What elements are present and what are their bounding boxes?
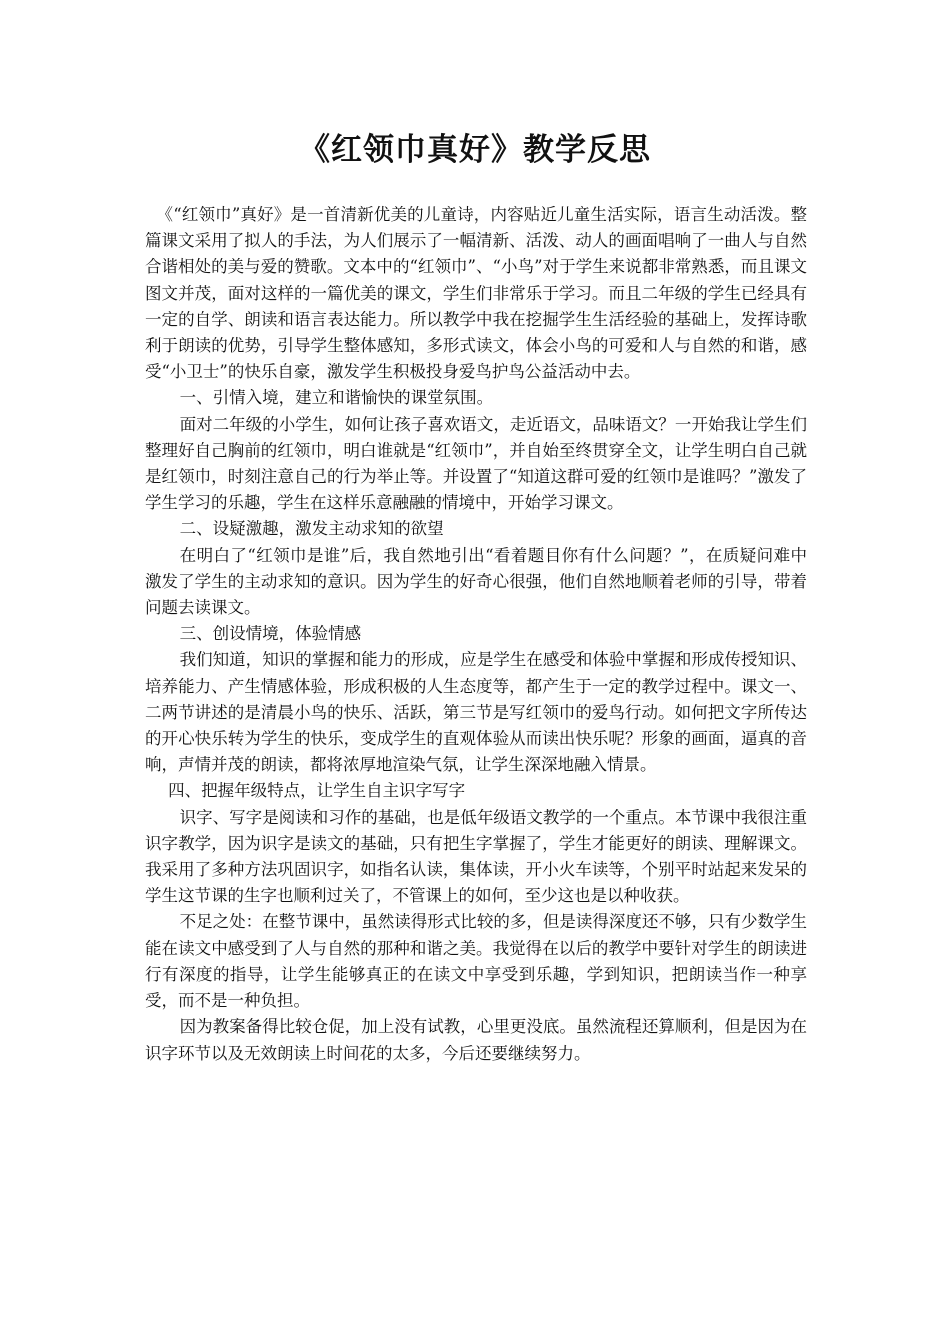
section-heading-4: 四、把握年级特点，让学生自主识字写字 [168, 781, 466, 801]
intro-paragraph: 《“红领巾”真好》是一首清新优美的儿童诗，内容贴近儿童生活实际，语言生动活泼。整篇课文采用了拟人的手法，为人们展示了一幅清新、活泼、动人的画面唱响了一曲人与自然合谐相处的美与爱的赞歌。文本中的“红领巾”、“小鸟”对于学生来说都非常熟悉，而且课文图文并茂，面对这样的一篇优美的课文，学生们非常乐于学习。而且二年级的学生已经具有一定的自学、朗读和语言表达能力。所以教学中我在挖掘学生生活经验的基础上，发挥诗歌利于朗读的优势，引导学生整体感知，多形式读文，体会小鸟的可爱和人与自然的和谐，感受“小卫士”的快乐自豪，激发学生积极投身爱鸟护鸟公益活动中去。 [145, 205, 807, 382]
document-body [145, 202, 807, 1067]
section-paragraph-2: 在明白了“红领巾是谁”后，我自然地引出“看着题目你有什么问题？”，在质疑问难中激发了学生的主动求知的意识。因为学生的好奇心很强，他们自然地顺着老师的引导，带着问题去读课文。 [145, 545, 807, 618]
document-title: 《红领巾真好》教学反思 [299, 132, 651, 168]
section-heading-1: 一、引情入境，建立和谐愉快的课堂氛围。 [179, 388, 494, 408]
section-paragraph-3: 我们知道，知识的掌握和能力的形成，应是学生在感受和体验中掌握和形成传授知识、培养能力、产生情感体验，形成积极的人生态度等，都产生于一定的教学过程中。课文一、二两节讲述的是清晨小鸟的快乐、活跃，第三节是写红领巾的爱鸟行动。如何把文字所传达的开心快乐转为学生的快乐，变成学生的直观体验从而读出快乐呢？形象的画面，逼真的音响，声情并茂的朗读，都将浓厚地渲染气氛，让学生深深地融入情景。 [145, 650, 807, 775]
section-paragraph-1: 面对二年级的小学生，如何让孩子喜欢语文，走近语文，品味语文？一开始我让学生们整理好自己胸前的红领巾，明白谁就是“红领巾”，并自始至终贯穿全文，让学生明白自己就是红领巾，时刻注意自己的行为举止等。并设置了“知道这群可爱的红领巾是谁吗？”激发了学生学习的乐趣，学生在这样乐意融融的情境中，开始学习课文。 [145, 414, 807, 513]
shortcomings-paragraph: 不足之处：在整节课中，虽然读得形式比较的多，但是读得深度还不够，只有少数学生能在读文中感受到了人与自然的那种和谐之美。我觉得在以后的教学中要针对学生的朗读进行有深度的指导，让学生能够真正的在读文中享受到乐趣，学到知识，把朗读当作一种享受，而不是一种负担。 [145, 912, 807, 1011]
section-heading-3: 三、创设情境，体验情感 [179, 624, 362, 644]
closing-paragraph: 因为教案备得比较仓促，加上没有试教，心里更没底。虽然流程还算顺利，但是因为在识字环节以及无效朗读上时间花的太多，今后还要继续努力。 [145, 1017, 807, 1063]
section-heading-2: 二、设疑激趣，激发主动求知的欲望 [179, 519, 444, 539]
section-paragraph-4: 识字、写字是阅读和习作的基础，也是低年级语文教学的一个重点。本节课中我很注重识字教学，因为识字是读文的基础，只有把生字掌握了，学生才能更好的朗读、理解课文。我采用了多种方法巩固识字，如指名认读，集体读，开小火车读等，个别平时站起来发呆的学生这节课的生字也顺利过关了，不管课上的如何，至少这也是以种收获。 [145, 807, 807, 906]
